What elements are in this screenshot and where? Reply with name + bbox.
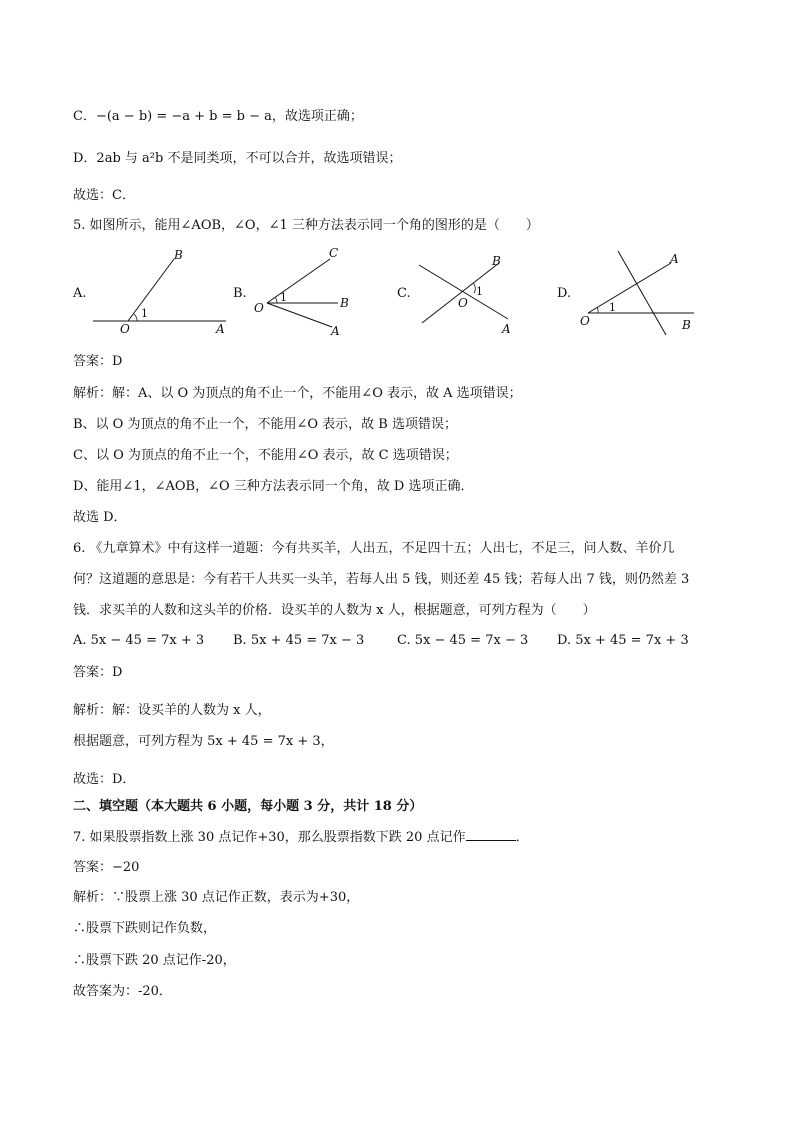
fig-b-label-a: A [331,324,340,338]
fig-b-label-b: B [340,296,349,310]
fig-c-label-b: B [492,254,501,268]
fig-a-label-b: B [174,248,183,262]
fig-a-label-a: A [216,322,225,336]
fig-d-label-1: 1 [609,301,616,314]
q7-analysis-1: 解析：∵股票上涨 30 点记作正数，表示为+30， [73,890,360,905]
q4-option-d: D．2ab 与 a²b 不是同类项，不可以合并，故选项错误； [73,151,402,166]
q6-option-b: B. 5x + 45 = 7x − 3 [233,633,365,648]
fig-label-b: B. [233,286,247,301]
fig-b-label-c: C [329,246,339,260]
q6-choice: 故选：D． [73,772,136,787]
q6-option-c: C. 5x − 45 = 7x − 3 [397,633,529,648]
q5-choice: 故选 D． [73,510,127,525]
fig-d-label-a: A [670,252,679,266]
q6-option-d: D. 5x + 45 = 7x + 3 [557,633,689,648]
fig-b-label-o: O [254,301,264,315]
q6-analysis-2: 根据题意，可列方程为 5x + 45 = 7x + 3， [73,734,334,749]
q6-analysis-1: 解析：解：设买羊的人数为 x 人， [73,703,271,718]
q5-analysis-a: 解析：解：A、以 O 为顶点的角不止一个，不能用∠O 表示，故 A 选项错误； [73,386,522,401]
figure-b [252,245,362,340]
q7-answer: 答案：−20 [73,860,140,875]
q5-answer: 答案：D [73,354,123,369]
figure-c [416,245,526,340]
q5-analysis-d: D、能用∠1，∠AOB，∠O 三种方法表示同一个角，故 D 选项正确． [73,479,474,494]
q7-analysis-3: ∴股票下跌 20 点记作-20， [73,953,236,968]
fig-a-label-o: O [120,322,130,336]
q7-stem-end: ． [515,830,529,845]
q7-analysis-4: 故答案为：-20． [73,984,172,999]
fig-label-a: A. [73,286,87,301]
fig-a-label-1: 1 [141,307,148,320]
fig-label-d: D. [557,286,572,301]
fig-c-label-1: 1 [476,285,483,298]
fig-b-label-1: 1 [280,291,287,304]
q7-answer-blank [466,828,516,841]
q7-stem [73,828,529,847]
q6-stem-line-2: 何？这道题的意思是：今有若干人共买一头羊，若每人出 5 钱，则还差 45 钱；若每人出 7 钱，则仍然差 3 [73,572,690,587]
q5-stem: 5. 如图所示，能用∠AOB，∠O，∠1 三种方法表示同一个角的图形的是（ ） [73,218,539,233]
q5-analysis-b: B、以 O 为顶点的角不止一个，不能用∠O 表示，故 B 选项错误； [73,417,457,432]
q4-answer: 故选：C． [73,188,135,203]
fig-c-label-o: O [458,296,468,310]
figure-a [88,245,238,340]
q7-stem-text: 7. 如果股票指数上涨 30 点记作+30，那么股票指数下跌 20 点记作 [73,830,466,845]
fig-d-label-o: O [580,314,590,328]
q6-stem-line-3: 钱．求买羊的人数和这头羊的价格．设买羊的人数为 x 人，根据题意，可列方程为（ ） [73,603,596,618]
q5-analysis-c: C、以 O 为顶点的角不止一个，不能用∠O 表示，故 C 选项错误； [73,448,458,463]
fig-label-c: C. [397,286,411,301]
fig-c-label-a: A [502,322,511,336]
q7-analysis-2: ∴股票下跌则记作负数， [73,921,217,936]
fig-d-label-b: B [682,318,691,332]
q6-stem-line-1: 6. 《九章算术》中有这样一道题：今有共买羊，人出五，不足四十五；人出七，不足三，问人数、羊价几 [73,541,675,556]
q4-option-c: C．−(a − b) = −a + b = b − a，故选项正确； [73,109,363,124]
q6-option-a: A. 5x − 45 = 7x + 3 [73,633,205,648]
q6-answer: 答案：D [73,665,123,680]
figure-d [576,245,706,340]
section-2-title: 二、填空题（本大题共 6 小题，每小题 3 分，共计 18 分） [73,799,423,814]
